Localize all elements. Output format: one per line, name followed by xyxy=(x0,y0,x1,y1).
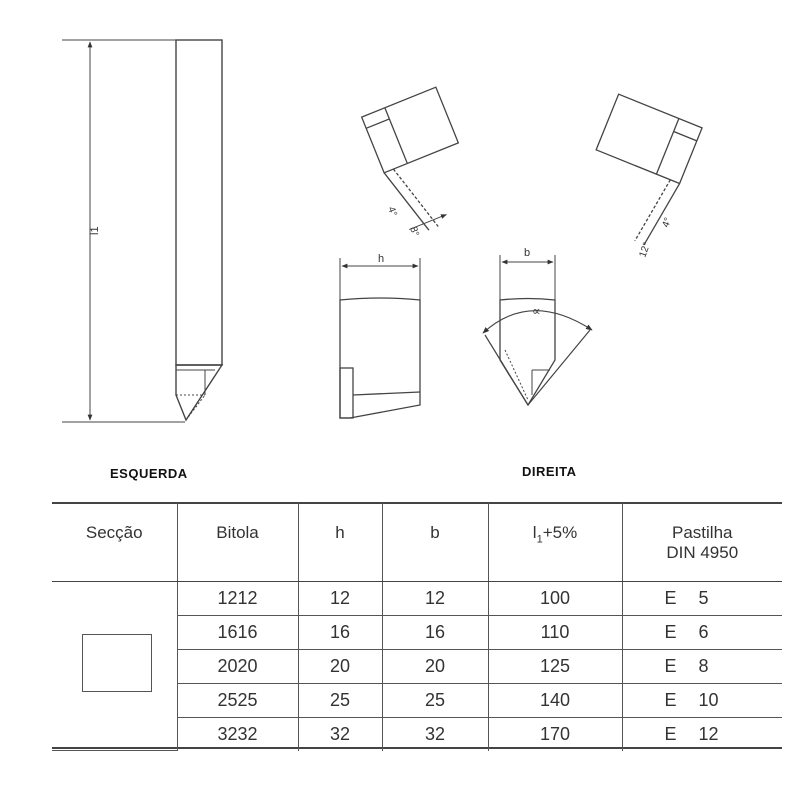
angle-dim-label: ∝ xyxy=(532,304,541,318)
pastilha-number: 12 xyxy=(698,723,719,744)
front-view-b xyxy=(483,255,592,405)
bitola-cell: 1212 xyxy=(177,581,298,615)
right-caption: DIREITA xyxy=(522,464,577,479)
front-view-h xyxy=(340,258,420,418)
pastilha-cell xyxy=(622,683,782,717)
pastilha-cell xyxy=(622,581,782,615)
b-cell: 12 xyxy=(382,581,488,615)
pastilha-number: 6 xyxy=(698,621,709,642)
header-l1-main: l xyxy=(532,523,537,542)
h-cell: 16 xyxy=(298,615,382,649)
pastilha-letter: E xyxy=(664,621,677,642)
b-cell: 25 xyxy=(382,683,488,717)
top-right-tilted-view xyxy=(570,94,702,248)
pastilha-number: 8 xyxy=(698,655,709,676)
pastilha-letter: E xyxy=(664,689,677,710)
b-cell: 20 xyxy=(382,649,488,683)
header-seccao: Secção xyxy=(52,503,177,581)
l1-cell: 125 xyxy=(488,649,622,683)
header-b: b xyxy=(382,503,488,581)
header-pastilha-line1: Pastilha xyxy=(672,523,733,542)
b-cell: 16 xyxy=(382,615,488,649)
h-cell: 25 xyxy=(298,683,382,717)
b-cell: 32 xyxy=(382,717,488,751)
length-dim-label: l1 xyxy=(89,226,101,235)
table-row xyxy=(52,581,782,615)
pastilha-letter: E xyxy=(664,655,677,676)
header-pastilha xyxy=(622,503,782,581)
h-cell: 20 xyxy=(298,649,382,683)
l1-cell: 140 xyxy=(488,683,622,717)
header-l1-tol: +5% xyxy=(542,523,578,542)
square-section-icon xyxy=(82,634,152,692)
l1-cell: 110 xyxy=(488,615,622,649)
spec-table xyxy=(52,503,782,751)
angle-label-top-1: 4° xyxy=(385,205,399,219)
header-pastilha-line2: DIN 4950 xyxy=(666,543,739,562)
seccao-cell xyxy=(52,581,177,751)
left-caption: ESQUERDA xyxy=(110,466,188,481)
left-tool-view xyxy=(62,40,222,422)
angle-label-right-2: 12° xyxy=(637,241,653,260)
width-dim-label: b xyxy=(524,247,531,259)
pastilha-cell xyxy=(622,615,782,649)
pastilha-cell xyxy=(622,649,782,683)
bitola-cell: 3232 xyxy=(177,717,298,751)
l1-cell: 100 xyxy=(488,581,622,615)
pastilha-cell xyxy=(622,717,782,751)
top-left-tilted-view xyxy=(362,87,485,238)
pastilha-number: 5 xyxy=(698,587,709,608)
pastilha-letter: E xyxy=(664,587,677,608)
h-cell: 12 xyxy=(298,581,382,615)
bitola-cell: 2525 xyxy=(177,683,298,717)
bitola-cell: 1616 xyxy=(177,615,298,649)
height-dim-label: h xyxy=(378,253,385,265)
h-cell: 32 xyxy=(298,717,382,751)
header-bitola: Bitola xyxy=(177,503,298,581)
bitola-cell: 2020 xyxy=(177,649,298,683)
pastilha-number: 10 xyxy=(698,689,719,710)
header-h: h xyxy=(298,503,382,581)
pastilha-letter: E xyxy=(664,723,677,744)
l1-cell: 170 xyxy=(488,717,622,751)
table-header-row xyxy=(52,503,782,581)
angle-label-top-2: 8° xyxy=(407,225,421,239)
header-l1 xyxy=(488,503,622,581)
angle-label-right-1: 4° xyxy=(660,216,675,230)
header-l1-sub: 1 xyxy=(536,533,543,546)
